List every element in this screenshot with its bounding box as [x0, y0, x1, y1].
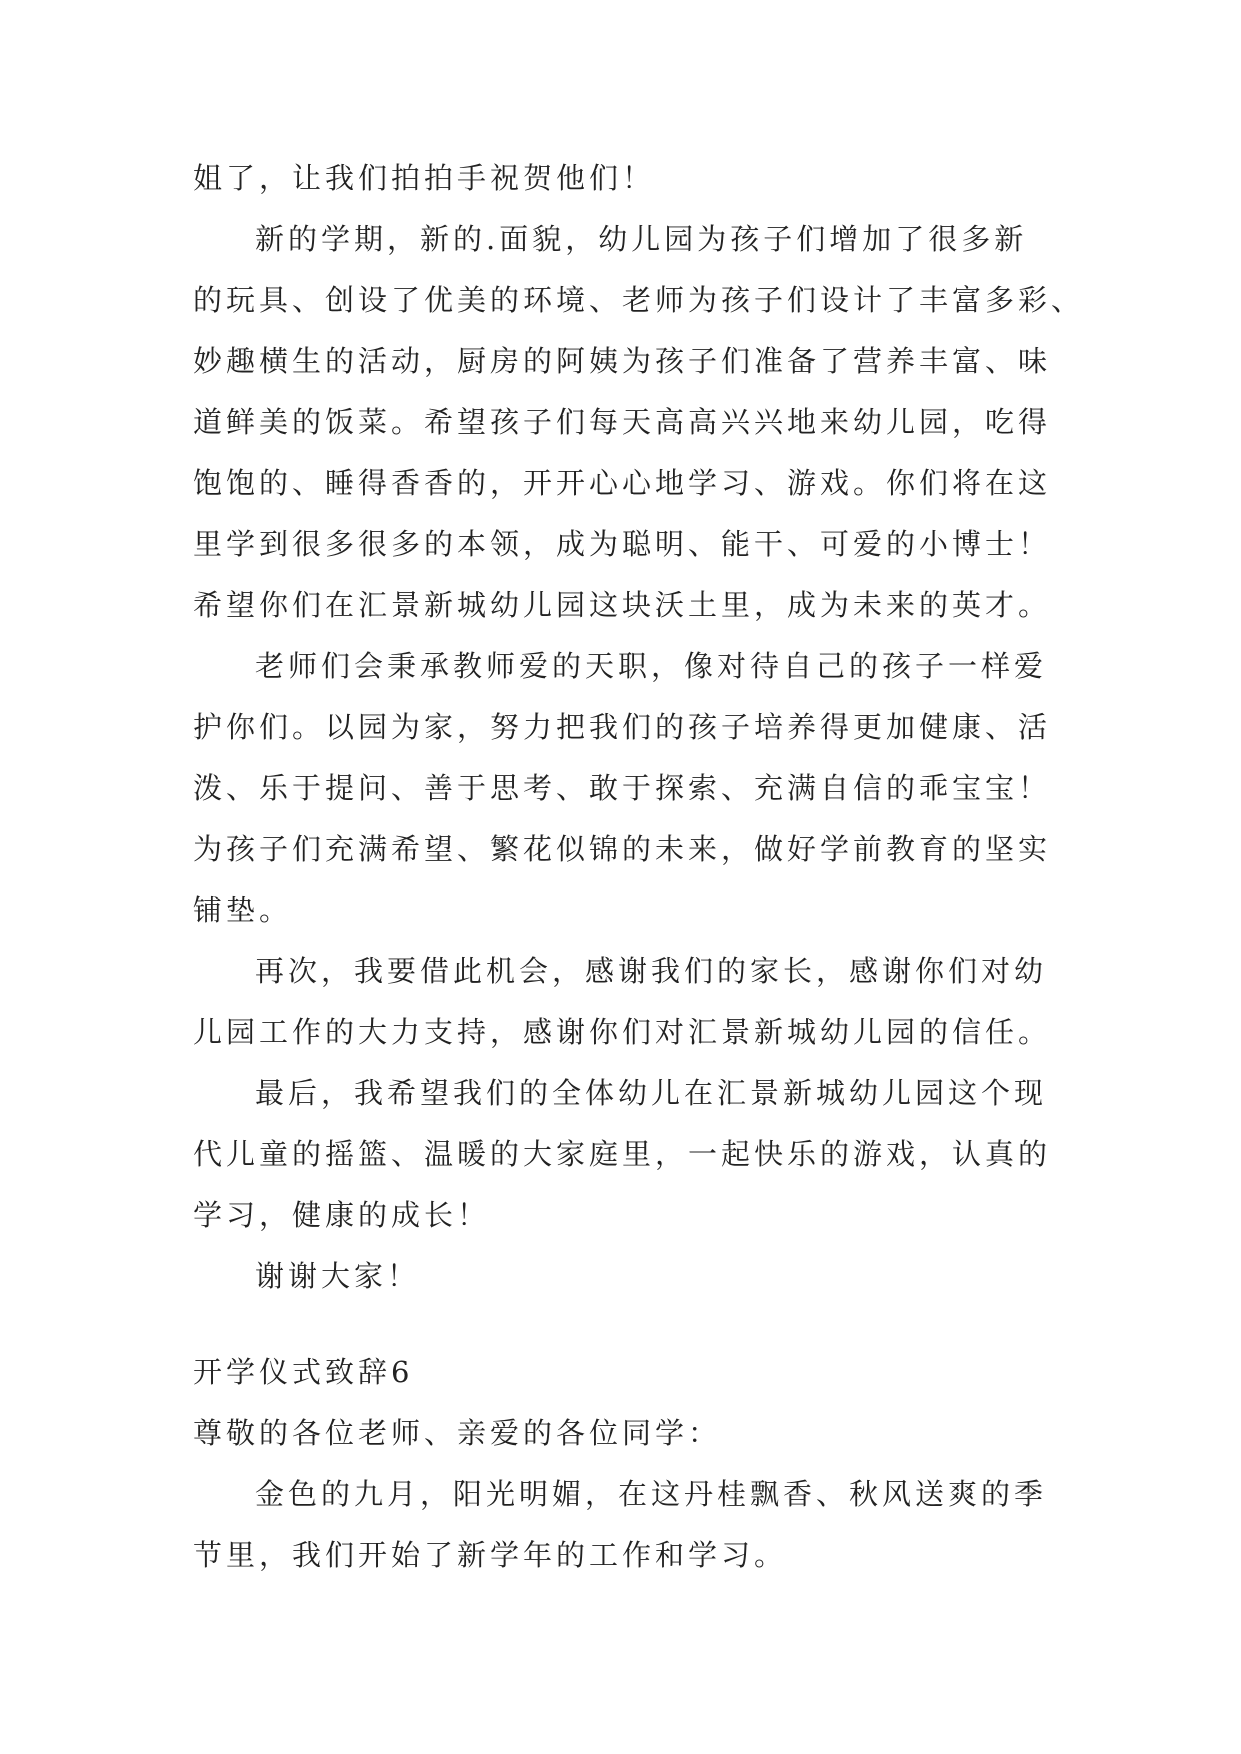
paragraph-line: 再次，我要借此机会，感谢我们的家长，感谢你们对幼: [255, 954, 1048, 988]
paragraph-line: 护你们。以园为家，努力把我们的孩子培养得更加健康、活: [193, 710, 1052, 744]
paragraph-line: 的玩具、创设了优美的环境、老师为孩子们设计了丰富多彩、: [193, 283, 1085, 317]
paragraph-line: 饱饱的、睡得香香的，开开心心地学习、游戏。你们将在这: [193, 466, 1052, 500]
paragraph-line: 道鲜美的饭菜。希望孩子们每天高高兴兴地来幼儿园，吃得: [193, 405, 1052, 439]
salutation-line: 尊敬的各位老师、亲爱的各位同学：: [193, 1416, 722, 1450]
paragraph-line: 铺垫。: [193, 893, 293, 927]
paragraph-line: 泼、乐于提问、善于思考、敢于探索、充满自信的乖宝宝！: [193, 771, 1052, 805]
section-heading: 开学仪式致辞6: [193, 1355, 414, 1389]
paragraph-line: 为孩子们充满希望、繁花似锦的未来，做好学前教育的坚实: [193, 832, 1052, 866]
paragraph-line: 里学到很多很多的本领，成为聪明、能干、可爱的小博士！: [193, 527, 1052, 561]
paragraph-line: 代儿童的摇篮、温暖的大家庭里，一起快乐的游戏，认真的: [193, 1137, 1052, 1171]
paragraph-line: 谢谢大家！: [255, 1259, 421, 1293]
paragraph-line: 最后，我希望我们的全体幼儿在汇景新城幼儿园这个现: [255, 1076, 1048, 1110]
paragraph-line: 儿园工作的大力支持，感谢你们对汇景新城幼儿园的信任。: [193, 1015, 1052, 1049]
paragraph-line: 学习，健康的成长！: [193, 1198, 491, 1232]
paragraph-line: 希望你们在汇景新城幼儿园这块沃土里，成为未来的英才。: [193, 588, 1052, 622]
paragraph-line: 妙趣横生的活动，厨房的阿姨为孩子们准备了营养丰富、味: [193, 344, 1052, 378]
paragraph-line: 节里，我们开始了新学年的工作和学习。: [193, 1538, 788, 1572]
paragraph-line: 姐了，让我们拍拍手祝贺他们！: [193, 161, 656, 195]
paragraph-line: 金色的九月，阳光明媚，在这丹桂飘香、秋风送爽的季: [255, 1477, 1048, 1511]
paragraph-line: 新的学期，新的.面貌，幼儿园为孩子们增加了很多新: [255, 222, 1028, 256]
paragraph-line: 老师们会秉承教师爱的天职，像对待自己的孩子一样爱: [255, 649, 1048, 683]
